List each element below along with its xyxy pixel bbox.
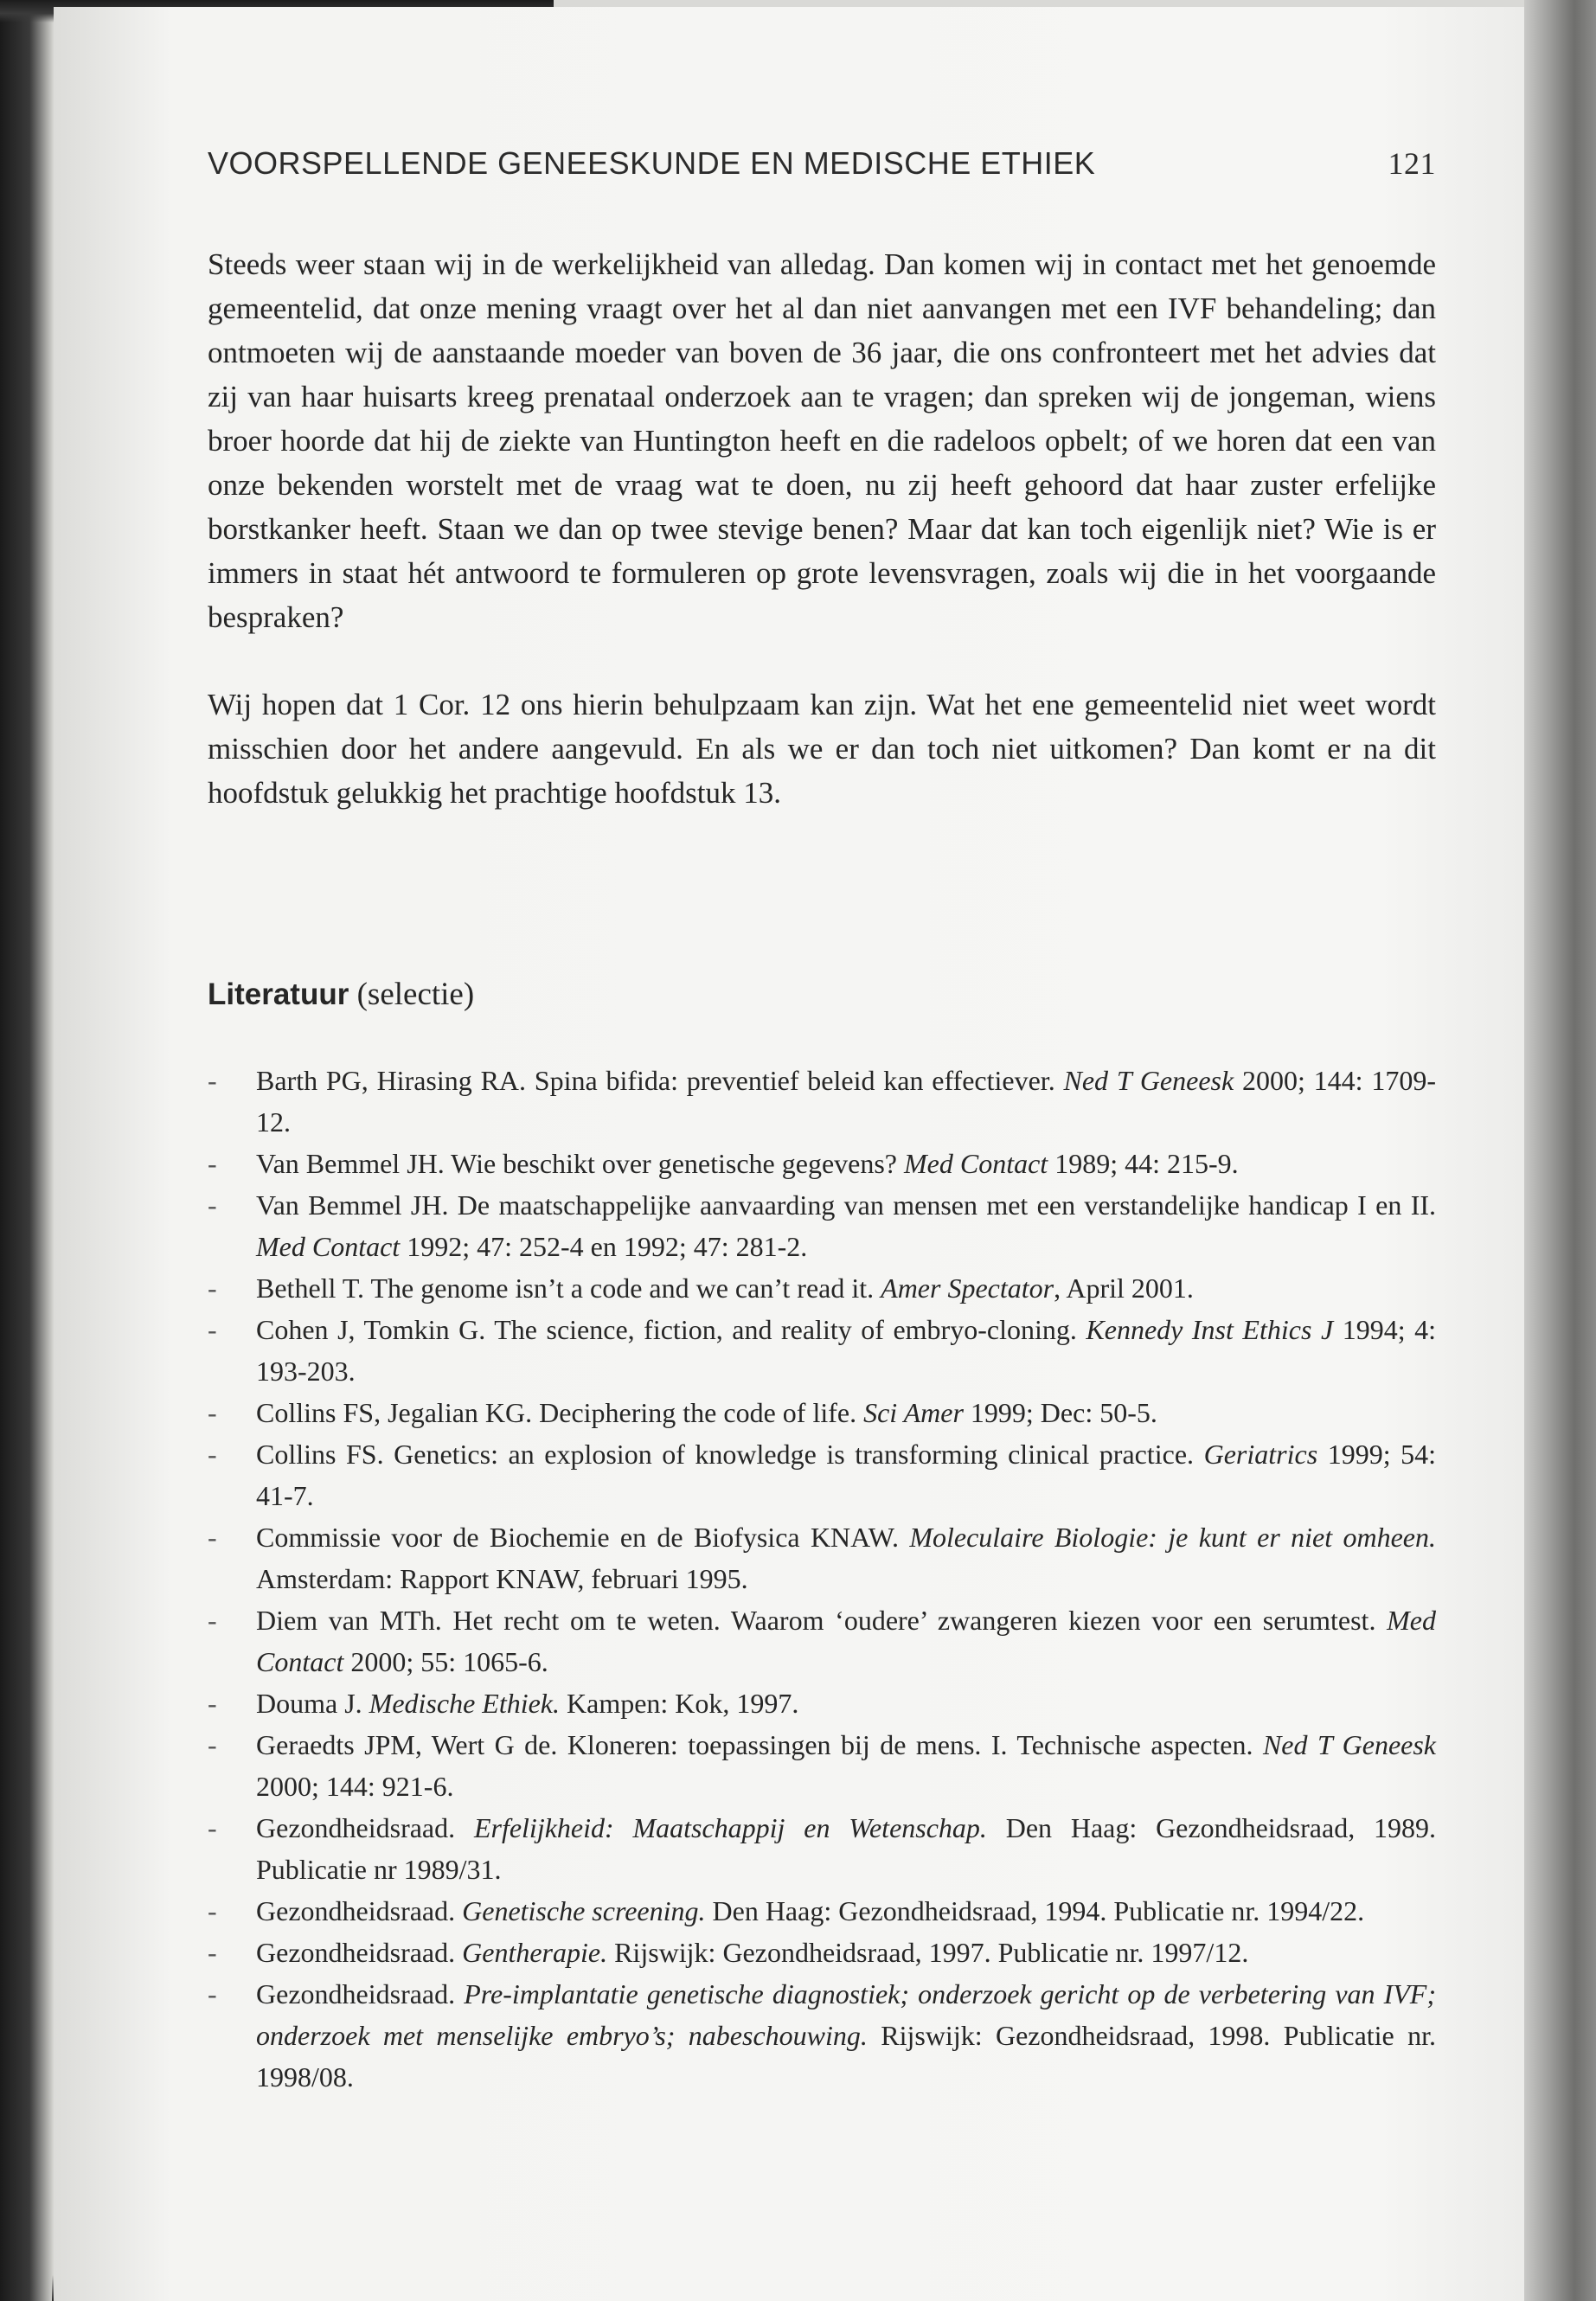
reference-authors-title: Commissie voor de Biochemie en de Biofysica KNAW. <box>256 1522 910 1553</box>
reference-source: Kennedy Inst Ethics J <box>1086 1314 1334 1345</box>
reference-bullet: - <box>208 1688 217 1719</box>
reference-source: Med Contact <box>904 1148 1048 1179</box>
literature-heading-title: Literatuur <box>208 977 349 1011</box>
reference-bullet: - <box>208 1937 217 1968</box>
reference-details: 1994; 4: 193-203. <box>256 1314 1437 1387</box>
reference-source: Ned T Geneesk <box>1063 1065 1234 1096</box>
reference-bullet: - <box>208 1065 217 1096</box>
reference-details: 1999; Dec: 50-5. <box>963 1397 1157 1428</box>
reference-bullet: - <box>208 1397 217 1428</box>
reference-bullet: - <box>208 1895 217 1926</box>
literature-heading-subtitle: (selectie) <box>356 977 475 1012</box>
reference-details: Kampen: Kok, 1997. <box>560 1688 799 1719</box>
reference-item <box>208 1599 1436 1682</box>
reference-details: 1999; 54: 41-7. <box>256 1439 1437 1511</box>
reference-list <box>208 1060 1436 2098</box>
spine-shadow <box>1524 0 1596 2301</box>
reference-source: Sci Amer <box>863 1397 964 1428</box>
page-number: 121 <box>1388 146 1436 181</box>
reference-item <box>208 1143 1436 1184</box>
reference-authors-title: Collins FS. Genetics: an explosion of knowledge is transforming clinical practice. <box>256 1439 1204 1470</box>
reference-details: Amsterdam: Rapport KNAW, februari 1995. <box>256 1563 748 1594</box>
reference-authors-title: Gezondheidsraad. <box>256 1978 465 2009</box>
reference-item <box>208 1433 1436 1516</box>
reference-details: Den Haag: Gezondheidsraad, 1994. Publicatie nr. 1994/22. <box>705 1895 1365 1926</box>
body-paragraph: Wij hopen dat 1 Cor. 12 ons hierin behulpzaam kan zijn. Wat het ene gemeentelid niet weet wordt misschien door het andere aangevuld. En als we er dan toch niet uitkomen? Dan komt er na dit hoofdstuk gelukkig het prachtige hoofdstuk 13. <box>208 688 1436 810</box>
reference-authors-title: Gezondheidsraad. <box>256 1937 463 1968</box>
reference-item <box>208 1184 1436 1267</box>
reference-authors-title: Van Bemmel JH. Wie beschikt over genetische gegevens? <box>256 1148 904 1179</box>
reference-authors-title: Bethell T. The genome isn’t a code and we can’t read it. <box>256 1272 881 1304</box>
reference-details: Rijswijk: Gezondheidsraad, 1997. Publicatie nr. 1997/12. <box>607 1937 1249 1968</box>
reference-bullet: - <box>208 1978 217 2009</box>
reference-authors-title: Collins FS, Jegalian KG. Deciphering the code of life. <box>256 1397 864 1428</box>
reference-bullet: - <box>208 1314 217 1345</box>
reference-item <box>208 1516 1436 1599</box>
reference-details: Den Haag: Gezondheidsraad, 1989. Publicatie nr 1989/31. <box>256 1812 1437 1885</box>
reference-authors-title: Douma J. <box>256 1688 369 1719</box>
reference-bullet: - <box>208 1522 217 1553</box>
reference-details: 1989; 44: 215-9. <box>1048 1148 1239 1179</box>
reference-source: Med Contact <box>256 1605 1436 1677</box>
reference-item <box>208 1724 1436 1807</box>
reference-source: Ned T Geneesk <box>1262 1729 1437 1760</box>
reference-source: Geriatrics <box>1203 1439 1318 1470</box>
reference-item <box>208 1309 1436 1392</box>
running-head <box>208 145 1436 189</box>
reference-item <box>208 1932 1436 1973</box>
reference-authors-title: Barth PG, Hirasing RA. Spina bifida: preventief beleid kan effectiever. <box>256 1065 1064 1096</box>
reference-item <box>208 1060 1436 1143</box>
reference-source: Pre-implantatie genetische diagnostiek; onderzoek gericht op de verbetering van IVF; onderzoek met menselijke embryo’s; nabeschouwing. <box>256 1978 1437 2051</box>
reference-authors-title: Gezondheidsraad. <box>256 1895 463 1926</box>
reference-authors-title: Diem van MTh. Het recht om te weten. Waarom ‘oudere’ zwangeren kiezen voor een serumtest. <box>256 1605 1388 1636</box>
reference-source: Gentherapie. <box>462 1937 608 1968</box>
reference-bullet: - <box>208 1189 217 1221</box>
reference-details: 2000; 144: 1709-12. <box>256 1065 1437 1138</box>
reference-bullet: - <box>208 1812 217 1843</box>
reference-source: Medische Ethiek. <box>369 1688 560 1719</box>
reference-authors-title: Van Bemmel JH. De maatschappelijke aanvaarding van mensen met een verstandelijke handicap I en II. <box>256 1189 1436 1221</box>
reference-source: Erfelijkheid: Maatschappij en Wetenschap. <box>473 1812 987 1843</box>
reference-details: 1992; 47: 252-4 en 1992; 47: 281-2. <box>400 1231 808 1262</box>
reference-item <box>208 1890 1436 1932</box>
reference-details: 2000; 55: 1065-6. <box>343 1646 548 1677</box>
reference-item <box>208 1267 1436 1309</box>
scan-edge-left <box>0 0 54 2301</box>
reference-bullet: - <box>208 1729 217 1760</box>
reference-details: 2000; 144: 921-6. <box>256 1771 454 1802</box>
reference-authors-title: Gezondheidsraad. <box>256 1812 474 1843</box>
reference-details: , April 2001. <box>1054 1272 1194 1304</box>
reference-item <box>208 1682 1436 1724</box>
reference-bullet: - <box>208 1272 217 1304</box>
reference-item <box>208 1392 1436 1433</box>
body-paragraph: Steeds weer staan wij in de werkelijkheid van alledag. Dan komen wij in contact met het genoemde gemeentelid, dat onze mening vraagt over het al dan niet aanvangen met een IVF behandeling; dan ontmoeten wij de aanstaande moeder van boven de 36 jaar, die ons confronteert met het advies dat zij van haar huisarts kreeg prenataal onderzoek aan te vragen; dan spreken wij de jongeman, wiens broer hoorde dat hij de ziekte van Huntington heeft en die radeloos opbelt; of we horen dat een van onze bekenden worstelt met de vraag wat te doen, nu zij heeft gehoord dat haar zuster erfelijke borstkanker heeft. Staan we dan op twee stevige benen? Maar dat kan toch eigenlijk niet? Wie is er immers in staat hét antwoord te formuleren op grote levensvragen, zoals wij die in het voorgaande bespraken? <box>208 247 1436 634</box>
reference-source: Amer Spectator <box>881 1272 1054 1304</box>
reference-details: Rijswijk: Gezondheidsraad, 1998. Publicatie nr. 1998/08. <box>256 2020 1437 2093</box>
running-head-title: VOORSPELLENDE GENEESKUNDE EN MEDISCHE ETHIEK <box>208 145 1096 181</box>
reference-bullet: - <box>208 1148 217 1179</box>
reference-authors-title: Cohen J, Tomkin G. The science, fiction, and reality of embryo-cloning. <box>256 1314 1086 1345</box>
reference-item <box>208 1807 1436 1890</box>
reference-source: Genetische screening. <box>462 1895 706 1926</box>
reference-bullet: - <box>208 1439 217 1470</box>
reference-item <box>208 1973 1436 2098</box>
reference-bullet: - <box>208 1605 217 1636</box>
reference-authors-title: Geraedts JPM, Wert G de. Kloneren: toepassingen bij de mens. I. Technische aspecten. <box>256 1729 1263 1760</box>
reference-source: Med Contact <box>256 1231 401 1262</box>
literature-heading <box>208 973 1436 1016</box>
body-text <box>208 242 1436 815</box>
reference-source: Moleculaire Biologie: je kunt er niet omheen. <box>909 1522 1437 1553</box>
